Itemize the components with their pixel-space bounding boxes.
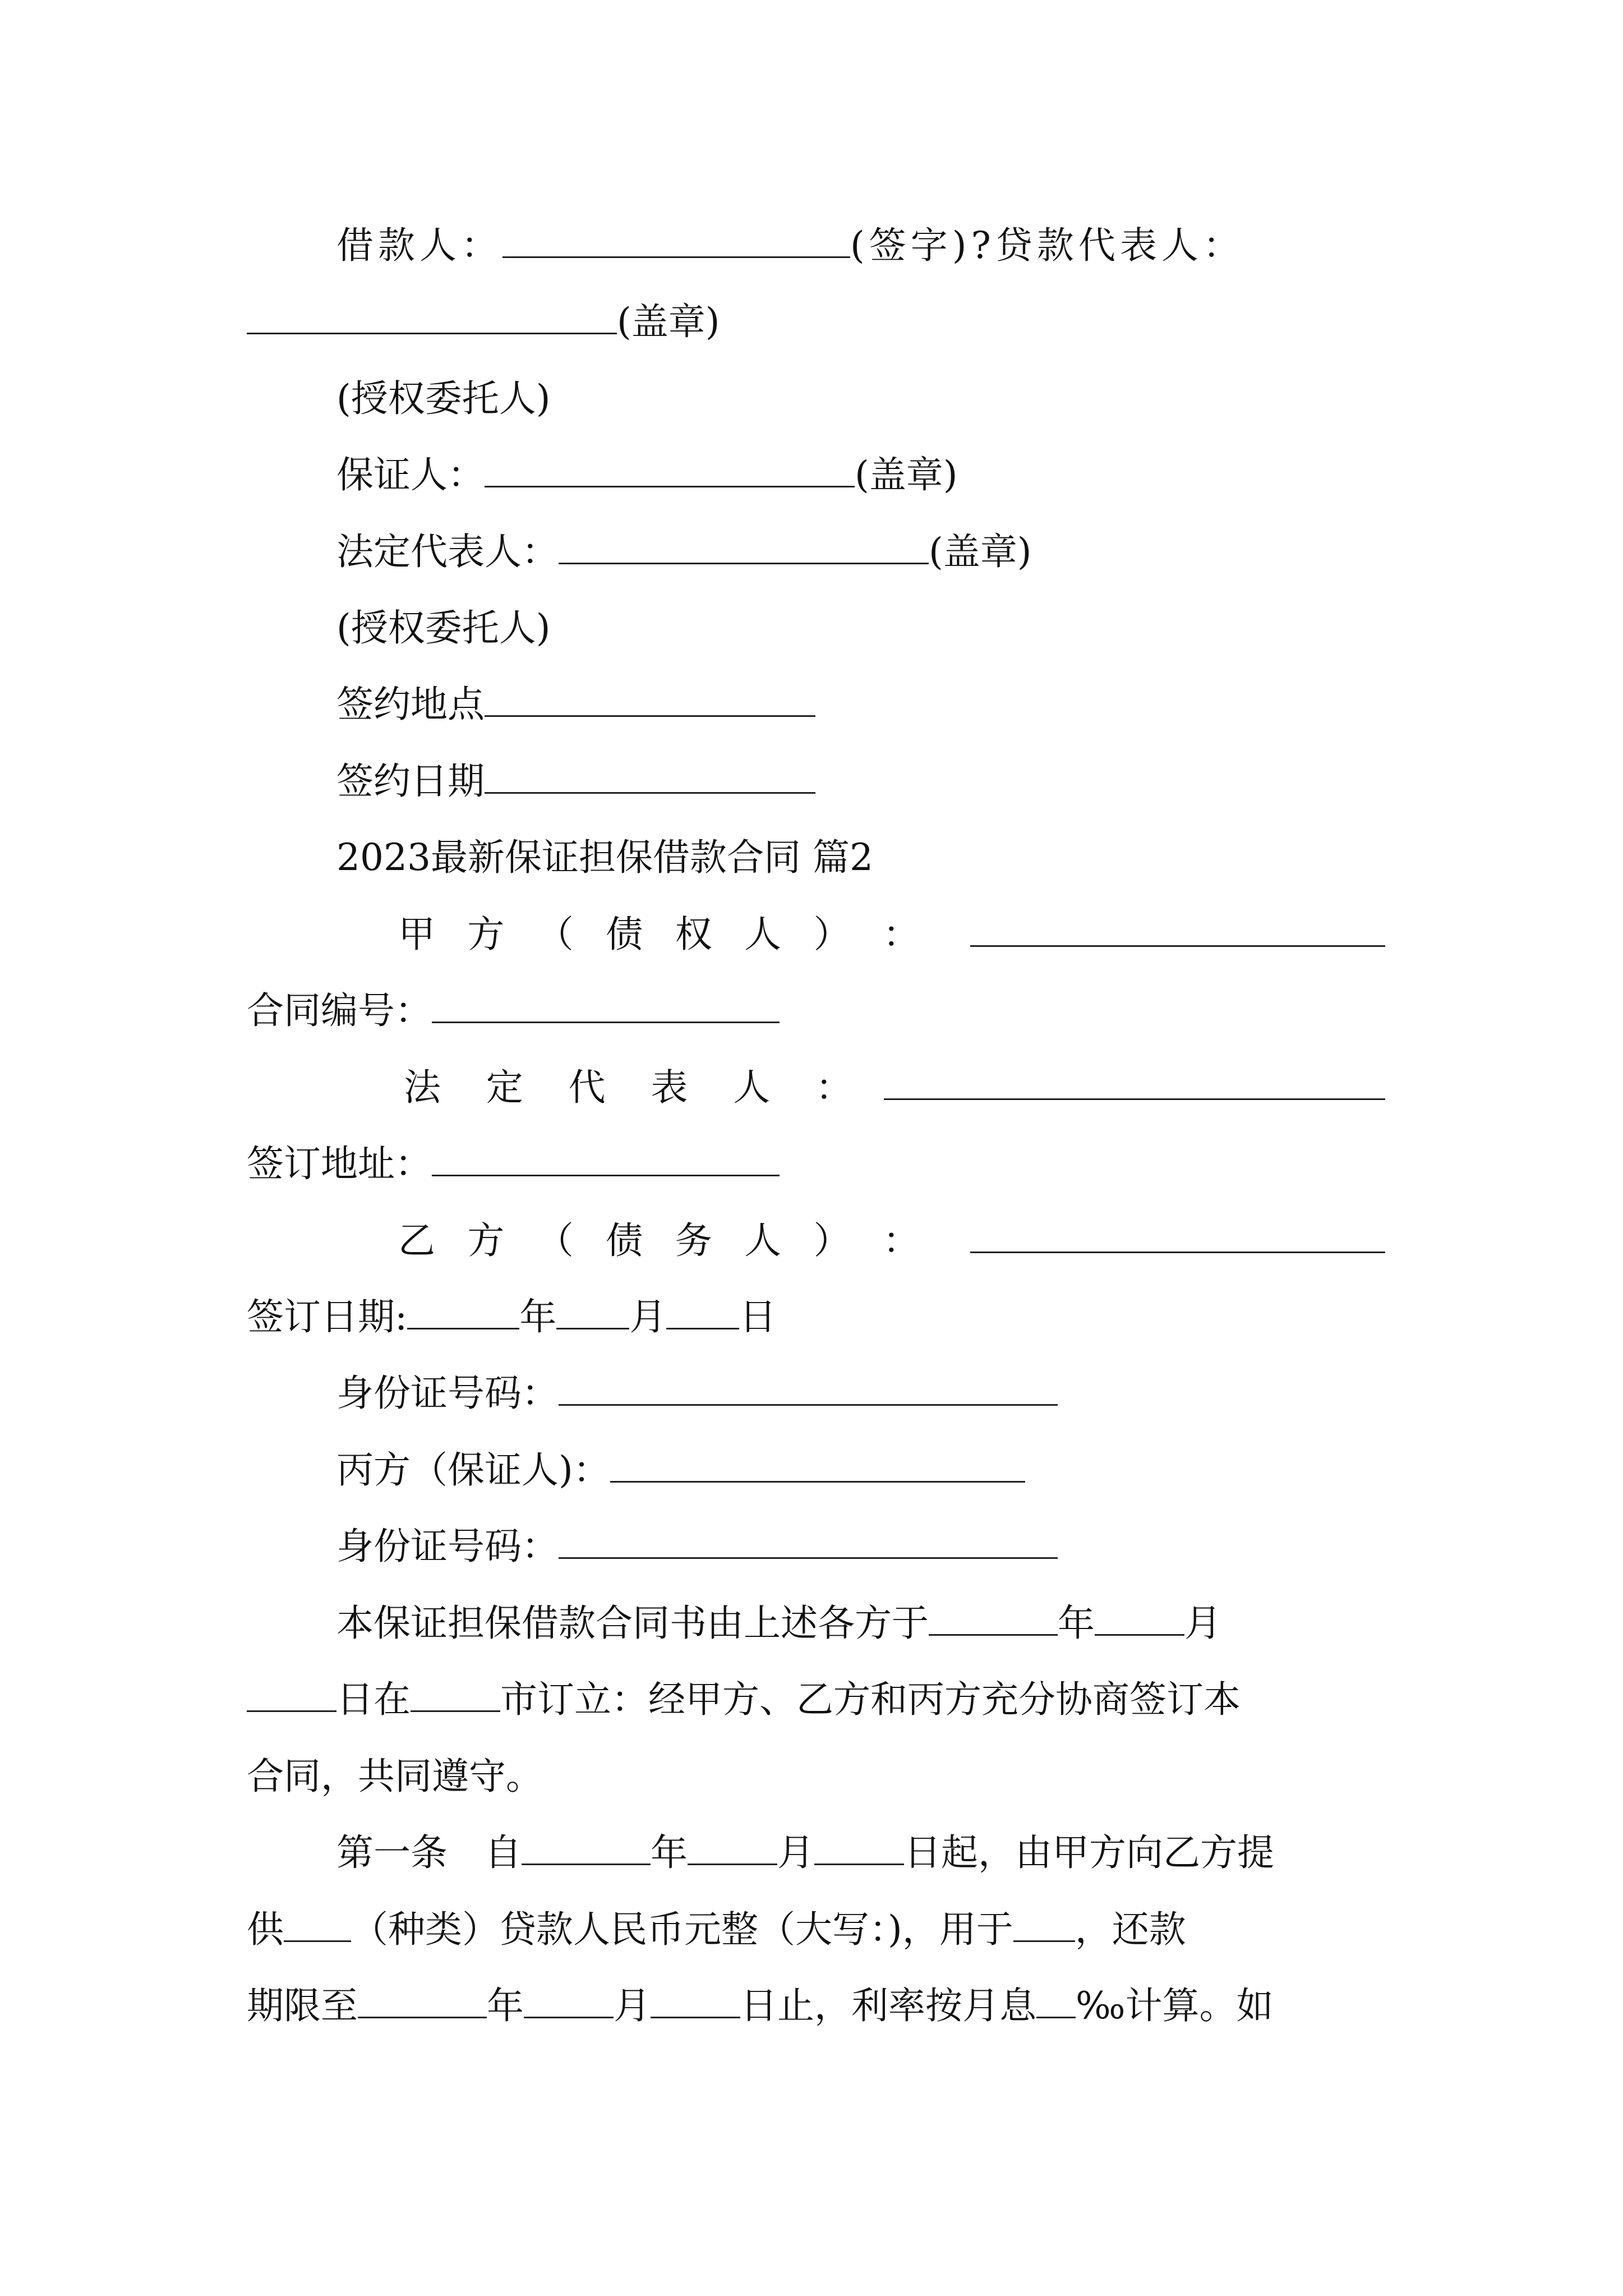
intro-month: 月 bbox=[1184, 1602, 1221, 1645]
art1-text-3: 日止，利率按月息 bbox=[740, 1984, 1036, 2027]
year-label: 年 bbox=[519, 1295, 557, 1338]
party-a-char: ： bbox=[882, 913, 920, 956]
intro-text-2: 市订立：经甲方、乙方和丙方充分协商签订本 bbox=[500, 1678, 1241, 1721]
sign-date2-line bbox=[247, 1291, 1385, 1343]
legal-rep-char: 人 bbox=[733, 1066, 771, 1109]
party-c-line bbox=[336, 1444, 1385, 1496]
party-b-char: 务 bbox=[675, 1219, 712, 1262]
authorized-1: (授权委托人) bbox=[336, 377, 551, 420]
party-c-blank bbox=[610, 1446, 1025, 1483]
intro-day-at: 日在 bbox=[336, 1678, 411, 1721]
legal-rep-char: ： bbox=[815, 1066, 852, 1109]
party-a-char: 甲 bbox=[398, 913, 435, 956]
borrower-label: 借款人： bbox=[336, 224, 502, 267]
legal-rep-char: 代 bbox=[568, 1066, 606, 1109]
art1-repay: ，还款 bbox=[1075, 1908, 1186, 1951]
legal-rep-label: 法定代表人： bbox=[336, 530, 559, 573]
party-a-char: 人 bbox=[744, 913, 782, 956]
intro-day-blank bbox=[247, 1676, 336, 1712]
art1-rate-blank bbox=[1036, 1982, 1076, 2018]
art1-year: 年 bbox=[651, 1831, 688, 1874]
legal-rep-justified-line bbox=[404, 1062, 1385, 1114]
sign-addr-blank bbox=[432, 1140, 780, 1176]
party-a-line bbox=[398, 909, 1385, 960]
party-a-char: ） bbox=[813, 913, 851, 956]
intro-line-1 bbox=[336, 1598, 1385, 1649]
art1-month: 月 bbox=[777, 1831, 814, 1874]
art1-provide: 供 bbox=[247, 1908, 284, 1951]
art1-purpose-blank bbox=[1013, 1906, 1075, 1942]
id-label-1: 身份证号码： bbox=[336, 1372, 559, 1415]
month-blank bbox=[556, 1293, 629, 1329]
intro-year-blank bbox=[929, 1599, 1058, 1636]
article1-text-1: 第一条 自 bbox=[336, 1831, 522, 1874]
intro-month-blank bbox=[1095, 1599, 1184, 1636]
guarantor-blank bbox=[485, 451, 855, 487]
legal-rep-char: 定 bbox=[486, 1066, 523, 1109]
legal-rep-char: 表 bbox=[651, 1066, 688, 1109]
party-a-char: 债 bbox=[606, 913, 643, 956]
article1-line-2 bbox=[247, 1904, 1385, 1955]
party-a-label bbox=[398, 909, 920, 960]
legal-rep-line bbox=[336, 526, 1385, 578]
party-b-blank bbox=[970, 1217, 1385, 1253]
party-b-char: 乙 bbox=[398, 1219, 435, 1262]
party-b-label bbox=[398, 1215, 920, 1267]
contract-no-label: 合同编号： bbox=[247, 989, 432, 1032]
sign-date-line bbox=[336, 756, 1385, 807]
day-blank bbox=[666, 1293, 739, 1329]
year-blank bbox=[407, 1293, 519, 1329]
art1-term-year-blank bbox=[358, 1982, 487, 2018]
sign-place-label: 签约地点 bbox=[336, 683, 485, 726]
id-label-2: 身份证号码： bbox=[336, 1525, 559, 1568]
art1-year-blank bbox=[522, 1829, 651, 1865]
guarantor-label: 保证人： bbox=[336, 453, 485, 496]
art1-term-day-blank bbox=[651, 1982, 740, 2018]
seal-mark: (盖章) bbox=[617, 300, 720, 343]
lender-rep-blank bbox=[247, 298, 617, 334]
guarantor-seal: (盖章) bbox=[855, 453, 958, 496]
art1-term-month-blank bbox=[524, 1982, 614, 2018]
legal-rep-justified-label bbox=[404, 1062, 852, 1114]
sign-date-blank bbox=[485, 757, 815, 794]
party-b-char: 方 bbox=[467, 1219, 505, 1262]
party-a-char: 权 bbox=[675, 913, 712, 956]
art1-day-blank bbox=[814, 1829, 904, 1865]
party-b-char: ） bbox=[813, 1219, 851, 1262]
day-label: 日 bbox=[739, 1295, 777, 1338]
art1-text-1e: 日起，由甲方向乙方提 bbox=[904, 1831, 1274, 1874]
party-c-label: 丙方（保证人)： bbox=[336, 1448, 610, 1492]
art1-term: 期限至 bbox=[247, 1984, 358, 2027]
party-b-line bbox=[398, 1215, 1385, 1267]
borrower-signature-blank bbox=[502, 222, 850, 258]
sign-place-line bbox=[336, 679, 1385, 730]
lender-seal-line bbox=[247, 296, 1385, 348]
sign-addr-label: 签订地址： bbox=[247, 1142, 432, 1185]
art1-month-blank bbox=[688, 1829, 777, 1865]
sign-place-blank bbox=[485, 680, 815, 717]
party-a-char: 方 bbox=[467, 913, 505, 956]
legal-rep-char: 法 bbox=[404, 1066, 441, 1109]
party-a-char: （ bbox=[536, 913, 574, 956]
contract-no-line bbox=[247, 985, 1385, 1037]
intro-line-3: 合同，共同遵守。 bbox=[247, 1755, 543, 1798]
month-label: 月 bbox=[629, 1295, 667, 1338]
party-a-blank bbox=[970, 910, 1385, 947]
intro-year: 年 bbox=[1058, 1602, 1095, 1645]
party-b-char: （ bbox=[536, 1219, 574, 1262]
sign-addr-line bbox=[247, 1138, 1385, 1190]
guarantor-line bbox=[336, 449, 1385, 501]
sign-mark: (签字)? bbox=[850, 224, 995, 267]
intro-line-2 bbox=[247, 1674, 1385, 1726]
id-line-2 bbox=[336, 1521, 1385, 1572]
legal-rep-justified-blank bbox=[884, 1064, 1385, 1100]
intro-city-blank bbox=[411, 1676, 500, 1712]
art1-text-2: （种类）贷款人民币元整（大写：)，用于 bbox=[351, 1908, 1013, 1951]
article1-line-1 bbox=[336, 1827, 1385, 1879]
sign-date2-label: 签订日期: bbox=[247, 1295, 408, 1338]
art1-term-month: 月 bbox=[614, 1984, 651, 2027]
section-title: 2023最新保证担保借款合同 篇2 bbox=[336, 836, 873, 879]
contract-no-blank bbox=[432, 987, 780, 1023]
borrower-line bbox=[336, 220, 1385, 272]
sign-date-label: 签约日期 bbox=[336, 760, 485, 803]
art1-type-blank bbox=[284, 1906, 351, 1942]
art1-term-year: 年 bbox=[487, 1984, 524, 2027]
article1-line-3 bbox=[247, 1980, 1385, 2032]
party-b-char: 人 bbox=[744, 1219, 782, 1262]
authorized-2: (授权委托人) bbox=[336, 606, 551, 650]
id-blank-2 bbox=[559, 1522, 1058, 1559]
legal-rep-blank bbox=[559, 528, 929, 564]
legal-rep-seal: (盖章) bbox=[929, 530, 1032, 573]
party-b-char: ： bbox=[882, 1219, 920, 1262]
art1-rate-text: ‰计算。如 bbox=[1076, 1984, 1274, 2027]
lender-rep-label: 贷款代表人： bbox=[995, 224, 1244, 267]
party-b-char: 债 bbox=[606, 1219, 643, 1262]
id-line-1 bbox=[336, 1368, 1385, 1419]
intro-text-1: 本保证担保借款合同书由上述各方于 bbox=[336, 1602, 929, 1645]
id-blank-1 bbox=[559, 1369, 1058, 1406]
